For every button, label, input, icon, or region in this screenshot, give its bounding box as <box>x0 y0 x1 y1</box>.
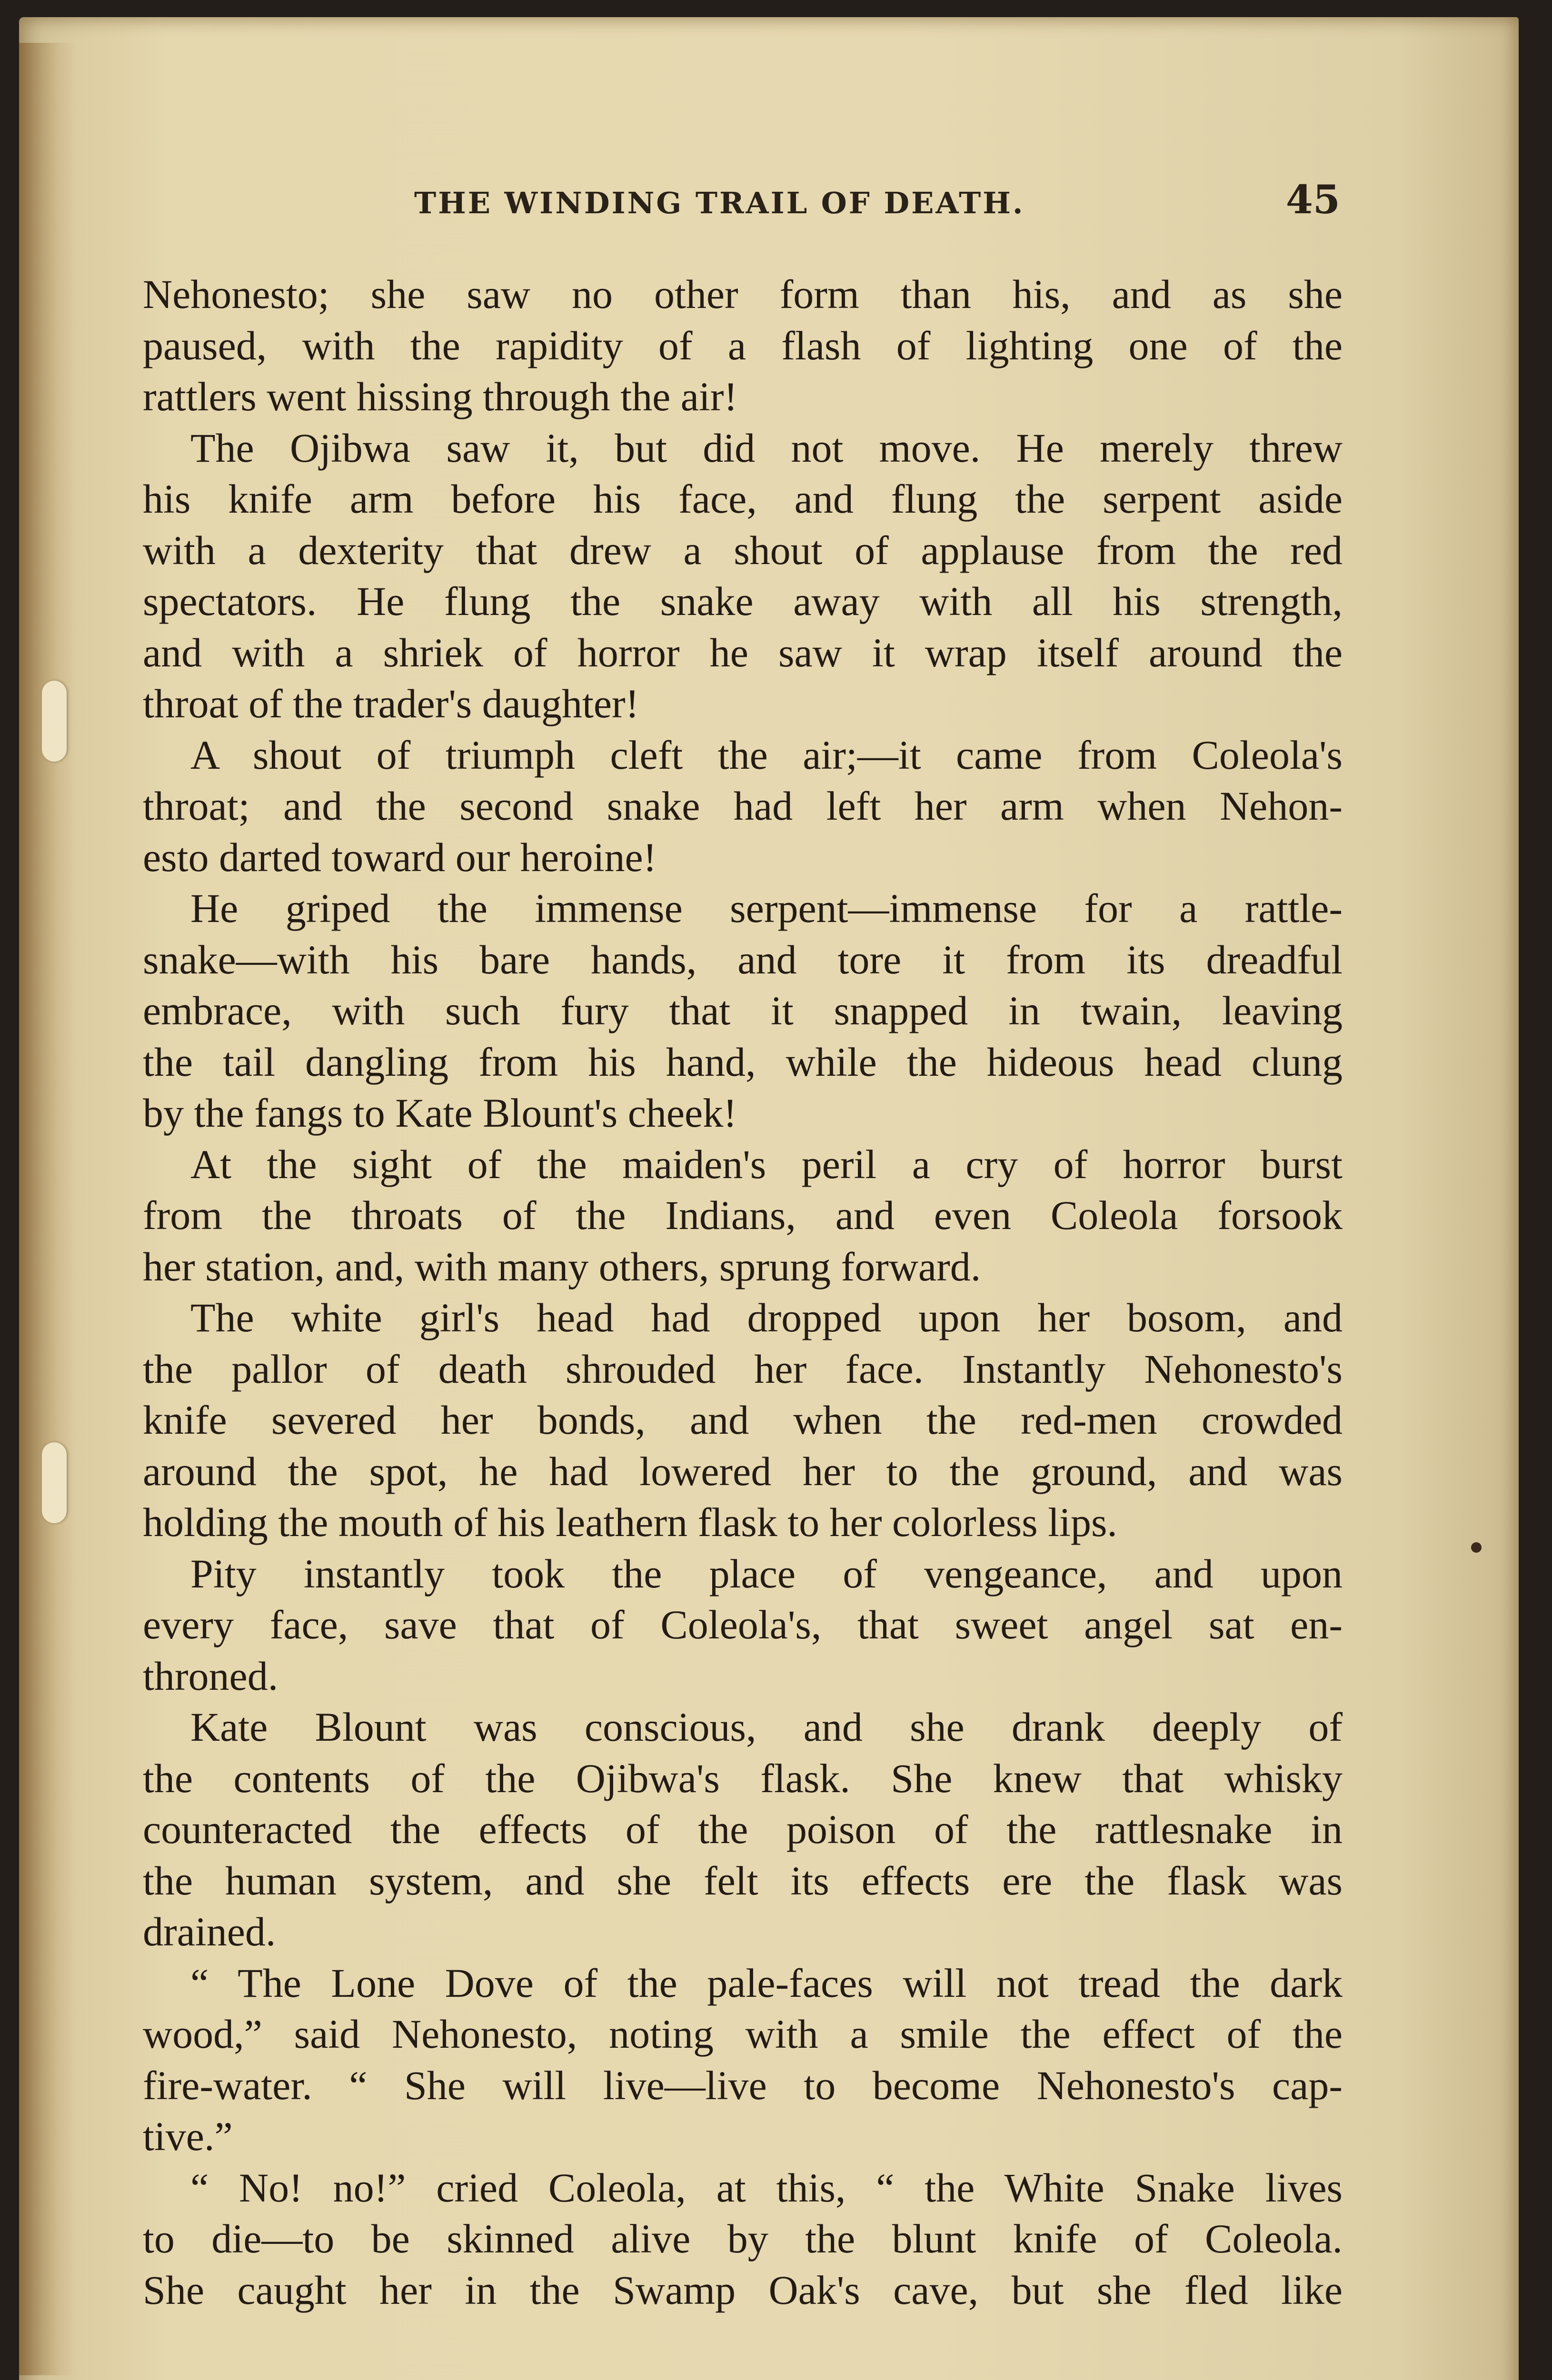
text-line: with a dexterity that drew a shout of applause from the red <box>143 527 1343 573</box>
text-line: A shout of triumph cleft the air;—it came from Coleola's <box>190 732 1343 778</box>
text-line: The Ojibwa saw it, but did not move. He merely threw <box>190 425 1343 471</box>
text-line: snake—with his bare hands, and tore it from its dreadful <box>143 936 1343 982</box>
running-head: THE WINDING TRAIL OF DEATH. <box>414 186 1025 220</box>
text-line: the tail dangling from his hand, while the hideous head clung <box>143 1039 1343 1085</box>
text-line: paused, with the rapidity of a flash of lighting one of the <box>143 322 1343 368</box>
text-line: Kate Blount was conscious, and she drank deeply of <box>190 1704 1343 1750</box>
text-line: from the throats of the Indians, and even Coleola forsook <box>143 1192 1343 1238</box>
text-line: knife severed her bonds, and when the red-men crowded <box>143 1397 1343 1443</box>
text-line: throned. <box>143 1653 279 1699</box>
text-line: The white girl's head had dropped upon her bosom, and <box>190 1295 1343 1340</box>
text-line: esto darted toward our heroine! <box>143 834 657 880</box>
text-line: the contents of the Ojibwa's flask. She knew that whisky <box>143 1755 1343 1801</box>
text-line: She caught her in the Swamp Oak's cave, but she fled like <box>143 2267 1343 2313</box>
page-number: 45 <box>1285 177 1340 223</box>
text-line: and with a shriek of horror he saw it wrap itself around the <box>143 629 1343 675</box>
text-line: around the spot, he had lowered her to the ground, and was <box>143 1448 1343 1494</box>
text-line: every face, save that of Coleola's, that sweet angel sat en- <box>143 1602 1343 1647</box>
text-line: rattlers went hissing through the air! <box>143 374 738 419</box>
text-line: “ The Lone Dove of the pale-faces will not tread the dark <box>190 1960 1343 2006</box>
page-header <box>145 177 1340 238</box>
body-text <box>143 269 1343 2316</box>
ink-speck <box>1471 1542 1482 1553</box>
book-spine-shadow <box>19 43 76 2375</box>
text-line: “ No! no!” cried Coleola, at this, “ the White Snake lives <box>190 2164 1343 2211</box>
text-line: the human system, and she felt its effects ere the flask was <box>143 1857 1343 1904</box>
text-line: At the sight of the maiden's peril a cry of horror burst <box>190 1141 1343 1187</box>
text-line: throat of the trader's daughter! <box>143 681 639 726</box>
page-edge-tear <box>42 681 67 762</box>
text-line: fire-water. “ She will live—live to become Nehonesto's cap- <box>143 2062 1343 2108</box>
text-line: by the fangs to Kate Blount's cheek! <box>143 1090 737 1136</box>
text-line: tive.” <box>143 2113 233 2159</box>
text-line: wood,” said Nehonesto, noting with a smile the effect of the <box>143 2011 1343 2057</box>
text-line: her station, and, with many others, sprung forward. <box>143 1243 981 1289</box>
text-line: drained. <box>143 1909 276 1954</box>
text-line: to die—to be skinned alive by the blunt knife of Coleola. <box>143 2216 1343 2261</box>
page-edge-tear <box>42 1442 67 1523</box>
text-line: his knife arm before his face, and flung the serpent aside <box>143 476 1343 522</box>
text-line: Pity instantly took the place of vengeance, and upon <box>190 1550 1343 1597</box>
text-line: the pallor of death shrouded her face. Instantly Nehonesto's <box>143 1346 1343 1392</box>
text-line: spectators. He flung the snake away with all his strength, <box>143 578 1343 624</box>
text-line: holding the mouth of his leathern flask to her colorless lips. <box>143 1499 1117 1545</box>
text-line: embrace, with such fury that it snapped in twain, leaving <box>143 988 1343 1033</box>
text-line: Nehonesto; she saw no other form than his, and as she <box>143 271 1343 317</box>
text-line: counteracted the effects of the poison of the rattlesnake in <box>143 1806 1343 1852</box>
text-line: He griped the immense serpent—immense for a rattle- <box>190 885 1343 931</box>
text-line: throat; and the second snake had left her arm when Nehon- <box>143 783 1343 829</box>
